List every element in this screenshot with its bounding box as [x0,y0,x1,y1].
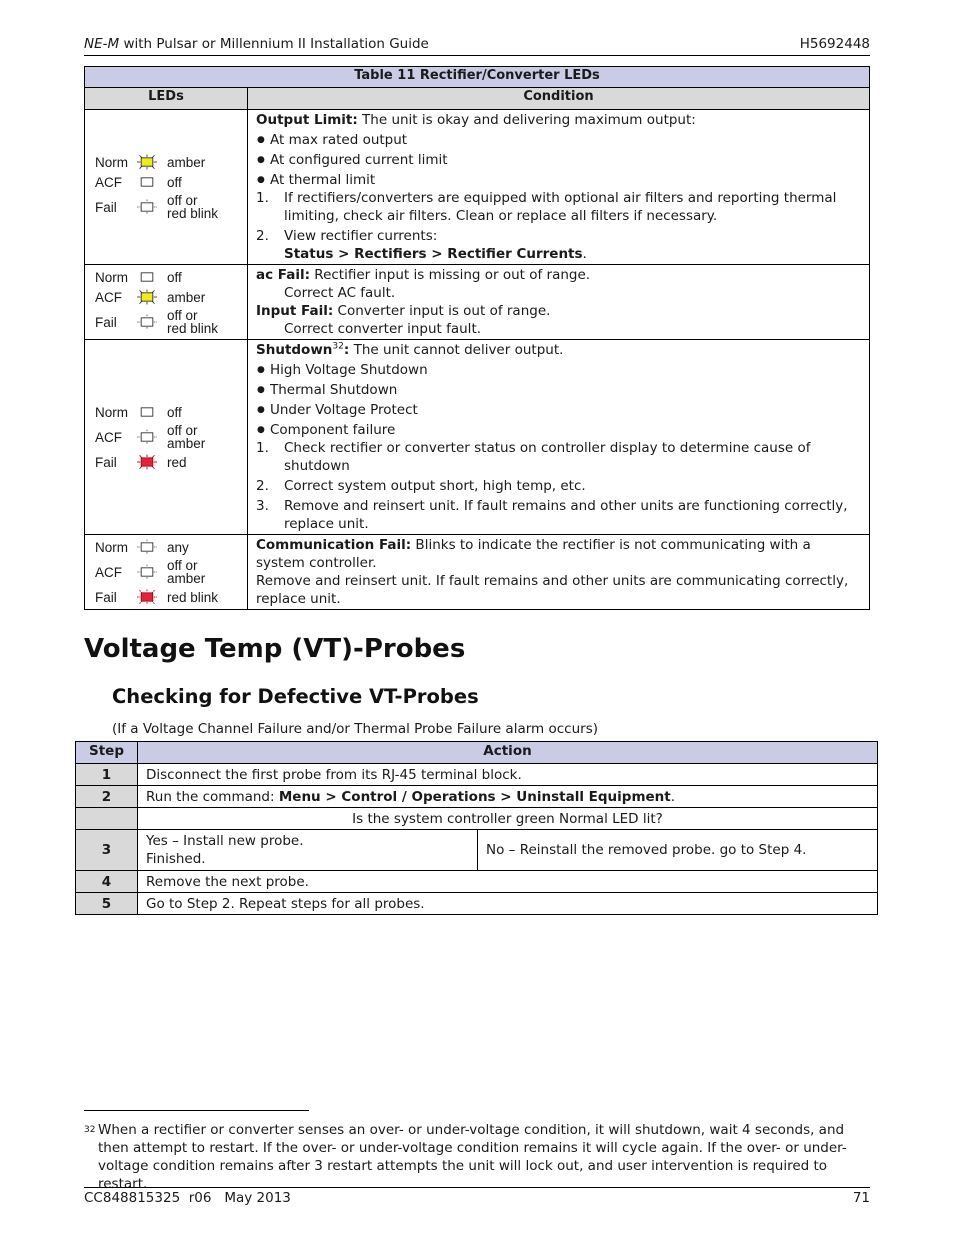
menu-path: Status > Rectifiers > Rectifier Currents [284,246,583,262]
led-states: Norm off ACF amber Fail off or red blink [85,265,248,340]
led-states: Norm off ACF off or amber Fail red [85,340,248,535]
yes-branch: Yes – Install new probe. Finished. [138,830,478,871]
led-blink-outline-icon [137,199,157,215]
led-off-icon [137,404,157,420]
condition-output-limit: Output Limit: The unit is okay and delivering maximum output: ● At max rated output ● At configured current limit ● At thermal limit 1. If rectifiers/converters are equipped with optional air filters and reporting thermal limiting, check air filters. Clean or replace all filters if necessary. 2. View rectifier currents: Status > Rectifiers > Rectifier Currents. [248,110,870,265]
led-blink-outline-icon [137,564,157,580]
footnote-divider [84,1110,309,1111]
list-item: ● Component failure [256,421,861,439]
led-states: Norm any ACF off or amber Fail red blink [85,535,248,610]
rectifier-led-table [84,66,870,610]
led-amber-icon [137,154,157,170]
no-branch: No – Reinstall the removed probe. go to Step 4. [478,830,878,871]
list-item: ● Thermal Shutdown [256,381,861,399]
page-header [84,35,870,56]
question: Is the system controller green Normal LED lit? [138,808,878,830]
page-footer [84,1187,870,1206]
list-item: 2. View rectifier currents: [256,228,438,244]
page-number: 71 [852,1190,870,1206]
menu-path: Menu > Control / Operations > Uninstall Equipment [278,788,671,805]
col-header-action: Action [138,742,878,764]
list-item: 1. If rectifiers/converters are equipped with optional air filters and reporting thermal limiting, check air filters. Clean or replace all filters if necessary. [256,190,837,224]
list-item: ● At max rated output [256,131,861,149]
doc-id: H5692448 [799,36,870,52]
list-item: ● At thermal limit [256,171,861,189]
table-row [85,110,870,265]
led-red-blink-icon [137,589,157,605]
table-row: 2 Run the command: Menu > Control / Operations > Uninstall Equipment. [76,786,878,808]
table-row [85,340,870,535]
led-off-icon [137,269,157,285]
col-header-leds: LEDs [85,88,248,110]
led-blink-outline-icon [137,429,157,445]
table-row: 3 Yes – Install new probe. Finished. No – Reinstall the removed probe. go to Step 4. [76,830,878,871]
led-red-icon [137,454,157,470]
guide-title: NE-M with Pulsar or Millennium II Installation Guide [84,36,429,52]
condition-shutdown: Shutdown$^{32}$: The unit cannot deliver output. ● High Voltage Shutdown ● Thermal Shutdown ● Under Voltage Protect ● Component failure 1. Check rectifier or converter status on controller display to determine cause of shutdown 2. Correct system output short, high temp, etc. 3. Remove and reinsert unit. If fault remains and other units are functioning correctly, replace unit. [248,340,870,535]
led-amber-icon [137,289,157,305]
section-heading: Voltage Temp (VT)-Probes [84,634,466,664]
list-item: ● High Voltage Shutdown [256,361,861,379]
led-blink-outline-icon [137,314,157,330]
table-caption: Table 11 Rectifier/Converter LEDs [85,67,870,88]
list-item: ● Under Voltage Protect [256,401,861,419]
col-header-step: Step [76,742,138,764]
condition-communication-fail: Communication Fail: Blinks to indicate the rectifier is not communicating with a system controller. Remove and reinsert unit. If fault remains and other units are communicating correctly, replace unit. [248,535,870,610]
led-states: Norm amber ACF off Fail off or red blink [85,110,248,265]
condition-ac-input-fail: ac Fail: Rectifier input is missing or out of range. Correct AC fault. Input Fail: Converter input is out of range. Correct converter input fault. [248,265,870,340]
list-item: 3. Remove and reinsert unit. If fault remains and other units are functioning correctly, replace unit. [256,498,848,532]
list-item: ● At configured current limit [256,151,861,169]
subsection-heading: Checking for Defective VT-Probes [112,685,479,708]
table-row: 1 Disconnect the first probe from its RJ-45 terminal block. [76,764,878,786]
table-row: 4 Remove the next probe. [76,871,878,893]
vt-probe-steps-table [75,741,878,915]
footer-doc: CC848815325 r06 May 2013 [84,1190,291,1206]
table-row [85,265,870,340]
led-off-icon [137,174,157,190]
intro-text: (If a Voltage Channel Failure and/or Thermal Probe Failure alarm occurs) [112,721,598,737]
table-row [76,808,878,830]
table-row [85,535,870,610]
list-item: 2. Correct system output short, high temp, etc. [256,478,586,494]
footnote-ref[interactable]: 32 [332,341,344,352]
list-item: 1. Check rectifier or converter status on controller display to determine cause of shutdown [256,440,811,474]
footnote-number: 32 [84,1125,96,1135]
footnote: 32 When a rectifier or converter senses an over- or under-voltage condition, it will shutdown, wait 4 seconds, and then attempt to restart. If the over- or under-voltage condition remains it will cycle again. If the over- or under-voltage condition remains after 3 restart attempts the unit will lock out, and user intervention is required to restart. [84,1122,847,1192]
led-blink-outline-icon [137,539,157,555]
col-header-condition: Condition [248,88,870,110]
table-row: 5 Go to Step 2. Repeat steps for all probes. [76,893,878,915]
